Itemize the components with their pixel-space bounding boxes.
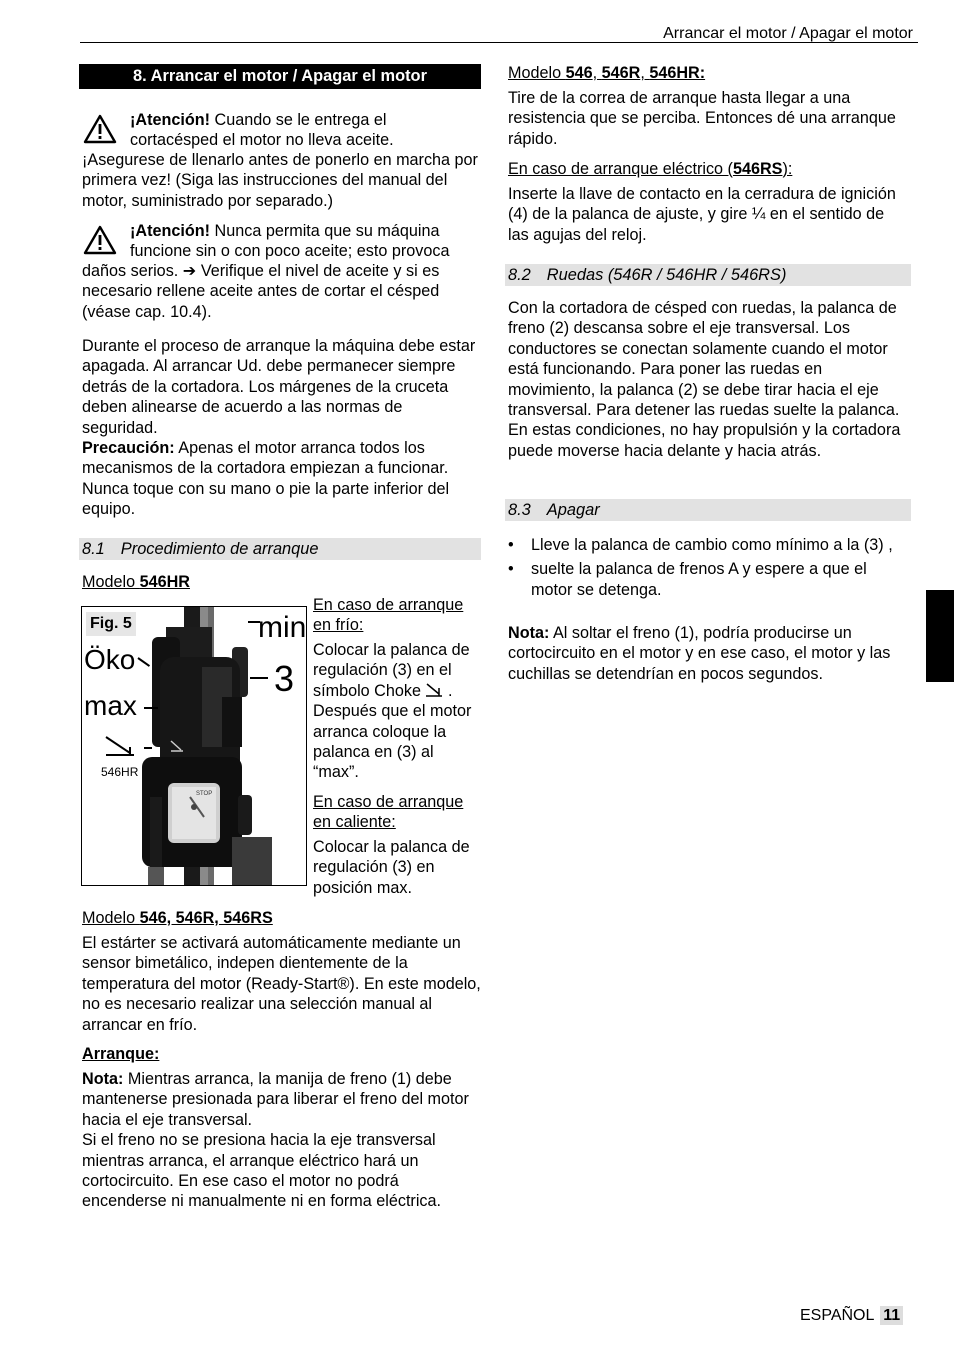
subsection-number: 8.3 (508, 501, 531, 519)
shutdown-note: Nota: Al soltar el freno (1), podría producirse un cortocircuito en el motor y en ese caso, el motor y las cuchillas se detendrían en pocos segundos. (508, 624, 891, 683)
start-note (82, 1069, 482, 1212)
warning-1-first-lines (130, 110, 480, 151)
subsection-title: Ruedas (546R / 546HR / 546RS) (546, 266, 787, 284)
header-rule (80, 42, 918, 43)
intro-block (82, 336, 482, 520)
electric-start-heading: En caso de arranque eléctrico (546RS): (508, 160, 793, 178)
caution-label: Precaución: (82, 439, 175, 458)
subsection-title: Procedimiento de arranque (120, 540, 319, 558)
models-heading: Modelo 546, 546R, 546HR: (508, 64, 706, 82)
model-546-group-label: Modelo 546, 546R, 546RS (82, 909, 273, 927)
oko-label: Öko (84, 644, 136, 675)
warm-start-text: Colocar la palanca de regulación (3) en posición max. (313, 838, 470, 897)
warning-2-first-lines (130, 221, 485, 262)
electric-start-text: Inserte la llave de contacto en la cerradura de ignición (4) de la palanca de ajuste, y gire ¼ en el sentido de las agujas del reloj. (508, 185, 896, 244)
list-item: • suelte la palanca de frenos A y espere a que el motor se detenga. (508, 559, 908, 600)
figure-model-label: 546HR (101, 765, 139, 779)
lever-choke-mark-icon (170, 739, 184, 753)
warning-2-body: daños serios. ➔ Verifique el nivel de aceite y si es necesario rellene aceite antes de cortar el césped (véase cap. 10.4). (82, 262, 440, 321)
subsection-8-2-heading (505, 264, 911, 286)
three-tick (250, 677, 268, 679)
callout-3: 3 (274, 658, 295, 699)
warm-start-heading-1: En caso de arranque (313, 793, 464, 811)
subsection-number: 8.1 (82, 540, 105, 558)
cold-start-heading-2: en frío: (313, 616, 364, 635)
warning-triangle-icon (83, 225, 117, 255)
subsection-title: Apagar (546, 501, 600, 519)
max-tick (144, 707, 158, 709)
list-item: • Lleve la palanca de cambio como mínimo a la (3) , (508, 535, 908, 555)
cold-start-text: Colocar la palanca de regulación (3) en el símbolo Choke . Después que el motor arranca coloque la palanca en (3) al “max”. (313, 641, 472, 782)
cold-start-block (313, 595, 483, 636)
page-footer (800, 1306, 903, 1326)
footer-language: ESPAÑOL (800, 1307, 874, 1324)
subsection-8-3-heading (505, 499, 911, 521)
wheels-text: Con la cortadora de césped con ruedas, la palanca de freno (2) descansa sobre el eje transversal. Los conductores se conectan solamente cuando el motor está funcionando. Para poner las ruedas en movimiento, la palanca (2) se debe tirar hacia el eje transversal. Para detener las ruedas suelte la palanca. En estas condiciones, no hay propulsión y la cortadora puede moverse hacia delante y hacia atrás. (508, 299, 901, 460)
section-thumb-tab (926, 590, 954, 682)
warning-1-line1: Cuando se le entrega el (210, 111, 387, 129)
note-label: Nota: (82, 1070, 124, 1088)
note-text-2: Si el freno no se presiona hacia la eje transversal mientras arranca, el arranque eléctrico hará un cortocircuito. En ese caso el motor no podrá encenderse ni manualmente ni en forma eléctrica. (82, 1131, 442, 1211)
warning-2-lead: ¡Atención! (130, 222, 211, 240)
warning-1-body: ¡Asegurese de llenarlo antes de ponerlo en marcha por primera vez! (Siga las instrucciones del manual del motor, suministrado por separado.) (82, 151, 478, 210)
subsection-8-1-heading (79, 538, 481, 560)
figure-label: Fig. 5 (86, 612, 136, 636)
pull-start-text: Tire de la correa de arranque hasta llegar a una resistencia que se perciba. Entonces dé una arranque rápido. (508, 89, 896, 148)
caution-text: Apenas el motor arranca todos los mecanismos de la cortadora empiezan a funcionar. Nunca toque con su mano o pie la parte inferior del equipo. (82, 439, 450, 519)
warning-1-line2: cortacésped el motor no lleva aceite. (130, 131, 394, 150)
intro-paragraph: Durante el proceso de arranque la máquina debe estar apagada. Al arrancar Ud. debe permanecer siempre detrás de la cortadora. Los márgenes de la cruceta deben alinearse de acuerdo a las normas de seguridad. (82, 337, 476, 437)
note-text: Mientras arranca, la manija de freno (1) debe mantenerse presionada para liberar el freno del motor hacia el eje transversal. (82, 1070, 469, 1129)
warning-2-line1: Nunca permita que su máquina (210, 222, 440, 240)
section-title: 8. Arrancar el motor / Apagar el motor (79, 64, 481, 89)
choke-symbol-icon (425, 682, 443, 698)
choke-tick (144, 747, 152, 749)
shutdown-steps-list (508, 535, 908, 604)
cold-start-heading-1: En caso de arranque (313, 596, 464, 614)
model-546-group-text: El estárter se activará automáticamente mediante un sensor bimetálico, indepen dientemente de la temperatura del motor (Ready-Start®). En este modelo, no es necesario realizar una selección manual al arrancar en frío. (82, 934, 481, 1034)
page-number: 11 (880, 1306, 903, 1325)
min-label: min (258, 611, 307, 644)
warm-start-heading-2: en caliente: (313, 813, 396, 832)
max-label: max (84, 690, 137, 721)
warm-start-block (313, 792, 483, 833)
subsection-number: 8.2 (508, 266, 531, 284)
warning-2-line2: funcione sin o con poco aceite; esto provoca (130, 242, 450, 261)
running-header: Arrancar el motor / Apagar el motor (663, 25, 913, 42)
warning-triangle-icon (83, 114, 117, 144)
model-546hr-label: Modelo 546HR (82, 573, 190, 591)
warning-1-lead: ¡Atención! (130, 111, 211, 129)
choke-icon (104, 735, 136, 757)
stop-label: STOP (196, 791, 213, 797)
start-heading: Arranque: (82, 1045, 160, 1063)
figure-5-throttle-lever (81, 606, 307, 886)
